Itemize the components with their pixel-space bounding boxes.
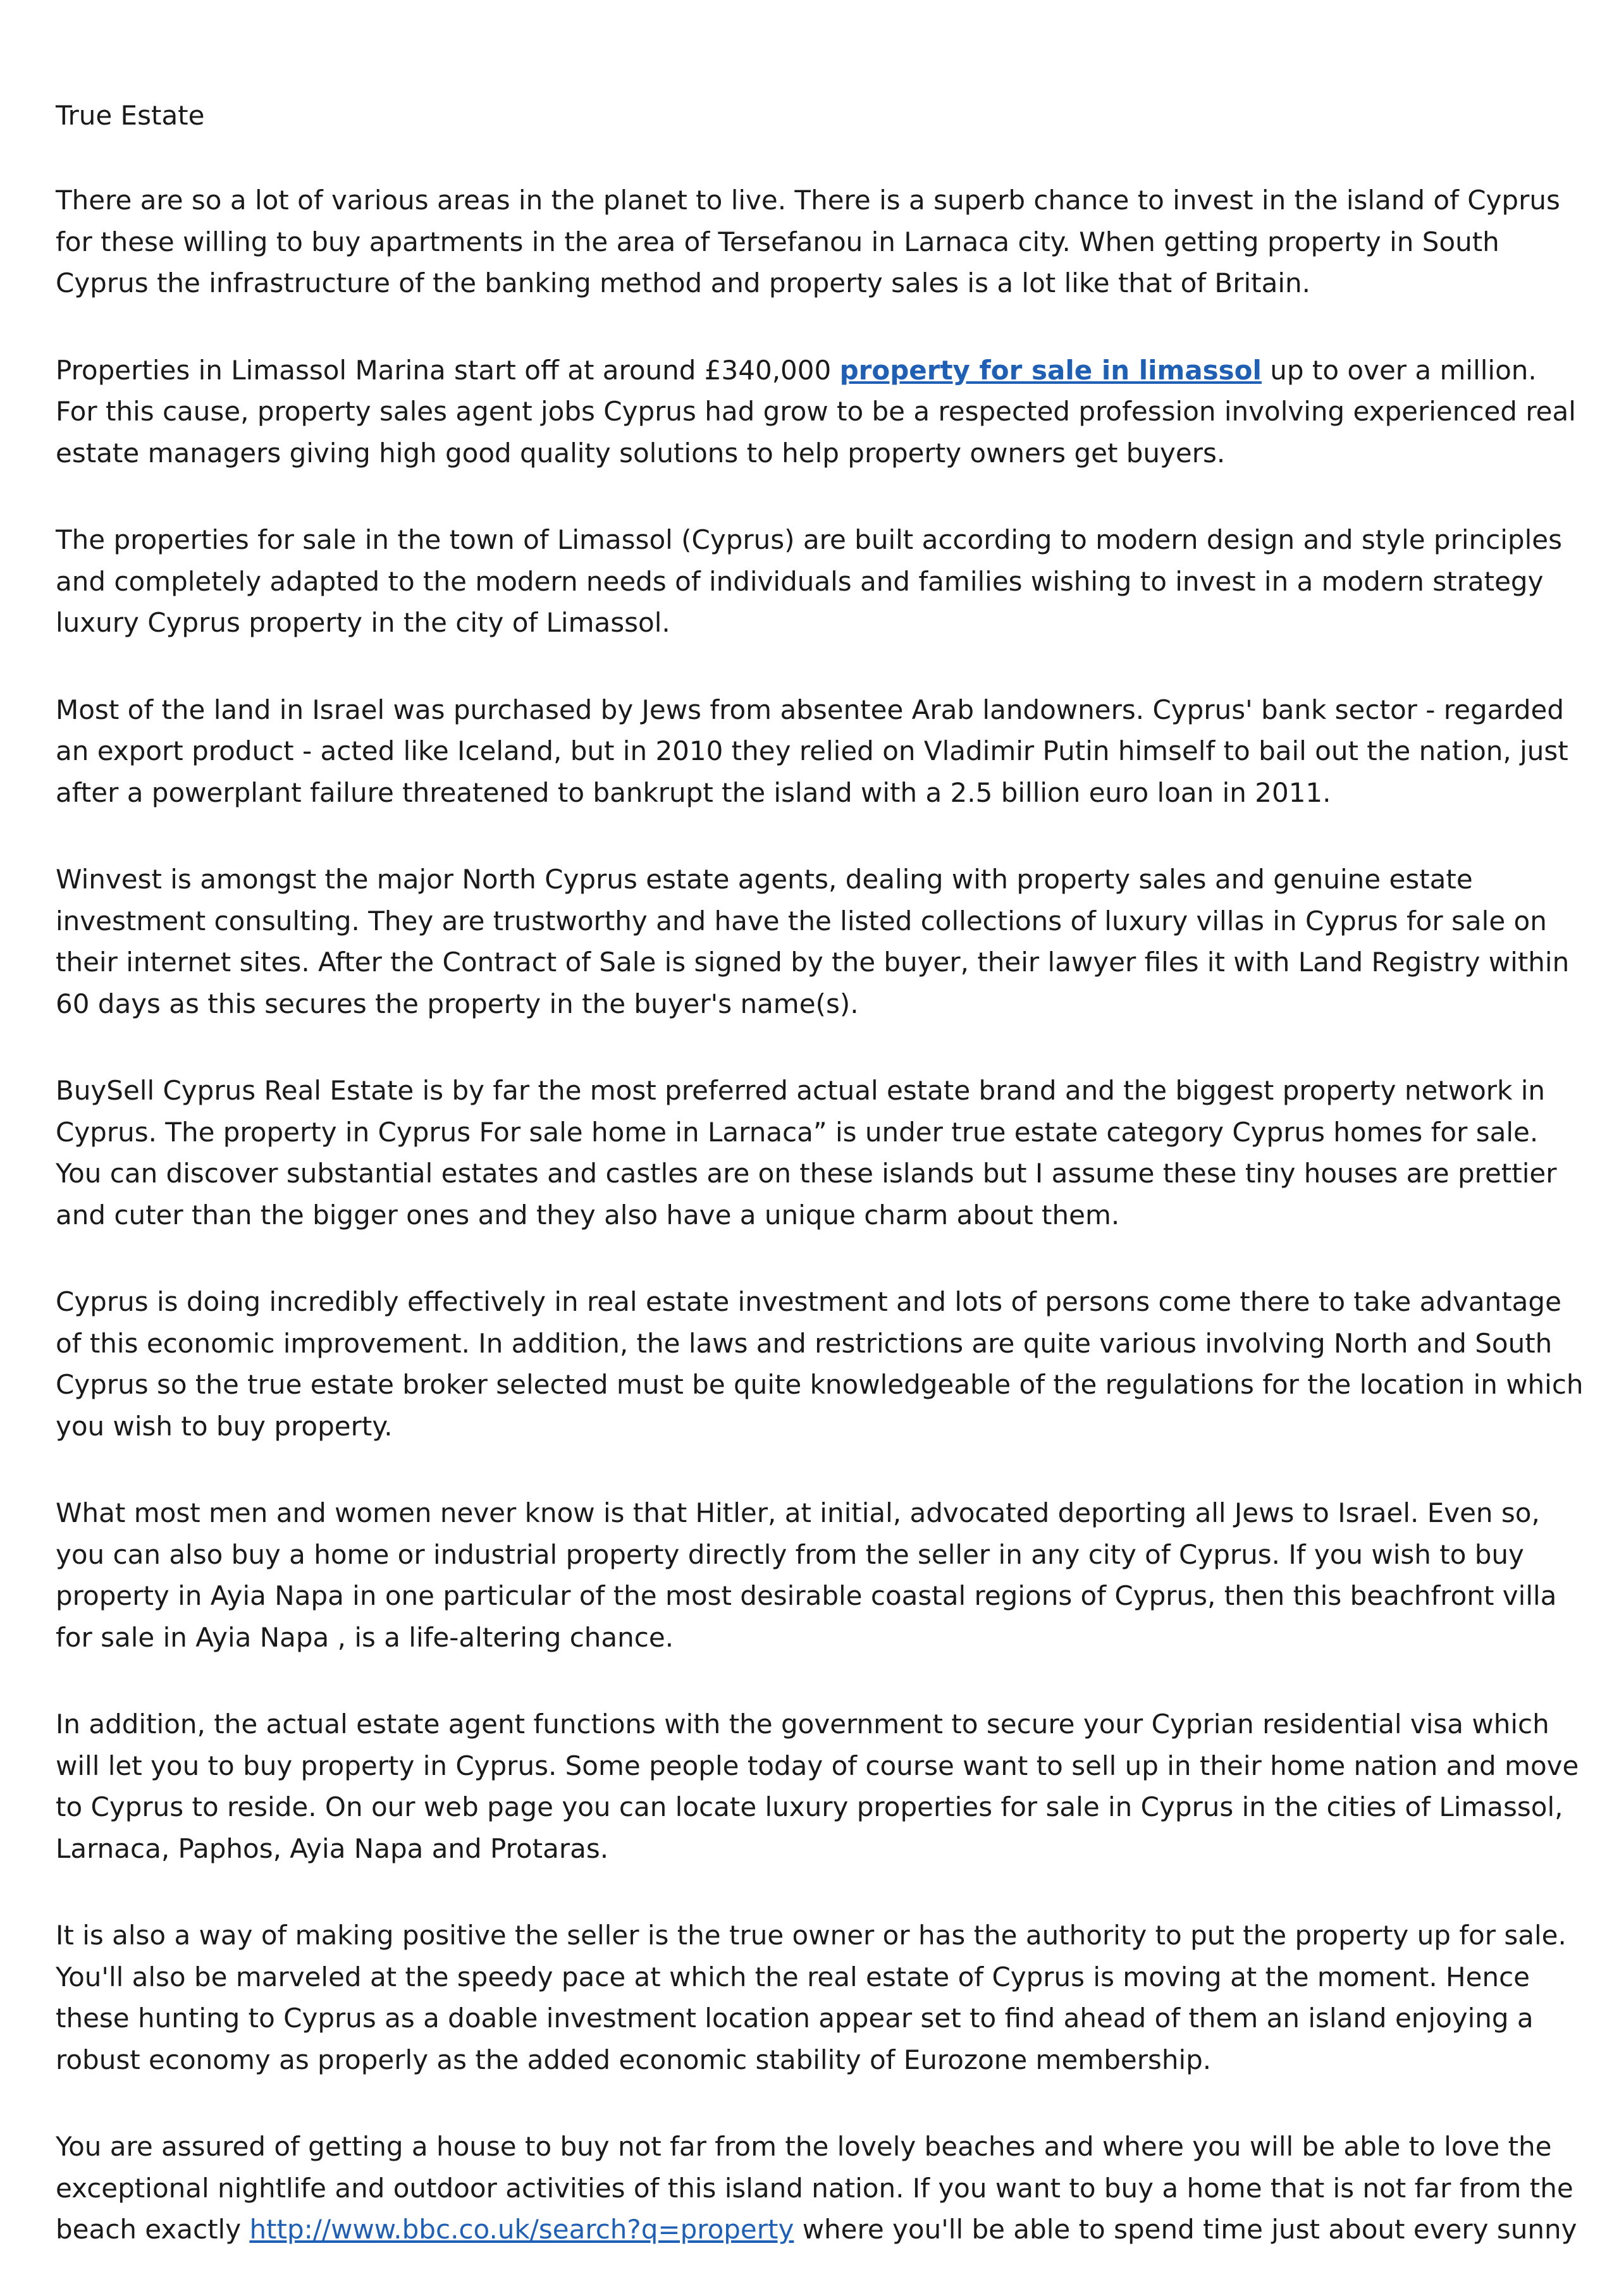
- paragraph-6: BuySell Cyprus Real Estate is by far the most preferred actual estate brand and the biggest property network in Cyprus. The property in Cyprus For sale home in Larnaca” is under true estate category Cyprus homes for sale. You can discover substantial estates and castles are on these islands but I assume these tiny houses are prettier and cuter than the bigger ones and they also have a unique charm about them.: [56, 1075, 1557, 1231]
- paragraph-3: The properties for sale in the town of Limassol (Cyprus) are built according to modern design and style principles and completely adapted to the modern needs of individuals and families wishing to invest in a modern strategy luxury Cyprus property in the city of Limassol.: [56, 524, 1562, 638]
- paragraph-11-text-before: You are assured of getting a house to buy not far from the lovely beaches and where you will be able to love the exceptional nightlife and outdoor activities of this island nation. If you want to buy a home that is not far from the beach exactly: [56, 2131, 1573, 2245]
- paragraph-2-text-before: Properties in Limassol Marina start off at around £340,000: [56, 354, 840, 386]
- limassol-property-link[interactable]: property for sale in limassol: [839, 354, 1262, 386]
- paragraph-2: [56, 350, 1586, 474]
- paragraph-9: In addition, the actual estate agent functions with the government to secure your Cyprian residential visa which will let you to buy property in Cyprus. Some people today of course want to sell up in their home nation and move to Cyprus to reside. On our web page you can locate luxury properties for sale in Cyprus in the cities of Limassol, Larnaca, Paphos, Ayia Napa and Protaras.: [56, 1709, 1579, 1864]
- bbc-search-link[interactable]: http://www.bbc.co.uk/search?q=property: [249, 2214, 794, 2245]
- paragraph-10: It is also a way of making positive the seller is the true owner or has the authority to put the property up for sale. You'll also be marveled at the speedy pace at which the real estate of Cyprus is moving at the moment. Hence these hunting to Cyprus as a doable investment location appear set to find ahead of them an island enjoying a robust economy as properly as the added economic stability of Eurozone membership.: [56, 1920, 1567, 2075]
- paragraph-8: What most men and women never know is that Hitler, at initial, advocated deporting all Jews to Israel. Even so, you can also buy a home or industrial property directly from the seller in any city of Cyprus. If you wish to buy property in Ayia Napa in one particular of the most desirable coastal regions of Cyprus, then this beachfront villa for sale in Ayia Napa , is a life-altering chance.: [56, 1497, 1557, 1653]
- paragraph-11: [56, 2126, 1586, 2250]
- paragraph-2-text-after: up to over a million. For this cause, property sales agent jobs Cyprus had grow to be a respected profession involving experienced real estate managers giving high good quality solutions to help property owners get buyers.: [56, 354, 1576, 469]
- paragraph-11-text-after: where you'll be able to spend time just about every sunny: [794, 2214, 1577, 2245]
- document-page: [56, 95, 1586, 2296]
- paragraph-4: Most of the land in Israel was purchased by Jews from absentee Arab landowners. Cyprus' bank sector - regarded an export product - acted like Iceland, but in 2010 they relied on Vladimir Putin himself to bail out the nation, just after a powerplant failure threatened to bankrupt the island with a 2.5 billion euro loan in 2011.: [56, 694, 1568, 808]
- paragraph-7: Cyprus is doing incredibly effectively in real estate investment and lots of persons come there to take advantage of this economic improvement. In addition, the laws and restrictions are quite various involving North and South Cyprus so the true estate broker selected must be quite knowledgeable of the regulations for the location in which you wish to buy property.: [56, 1286, 1584, 1442]
- paragraph-1: There are so a lot of various areas in the planet to live. There is a superb chance to invest in the island of Cyprus for these willing to buy apartments in the area of Tersefanou in Larnaca city. When getting property in South Cyprus the infrastructure of the banking method and property sales is a lot like that of Britain.: [56, 185, 1560, 298]
- paragraph-5: Winvest is amongst the major North Cyprus estate agents, dealing with property sales and genuine estate investment consulting. They are trustworthy and have the listed collections of luxury villas in Cyprus for sale on their internet sites. After the Contract of Sale is signed by the buyer, their lawyer files it with Land Registry within 60 days as this secures the property in the buyer's name(s).: [56, 864, 1570, 1019]
- document-title: True Estate: [56, 100, 205, 131]
